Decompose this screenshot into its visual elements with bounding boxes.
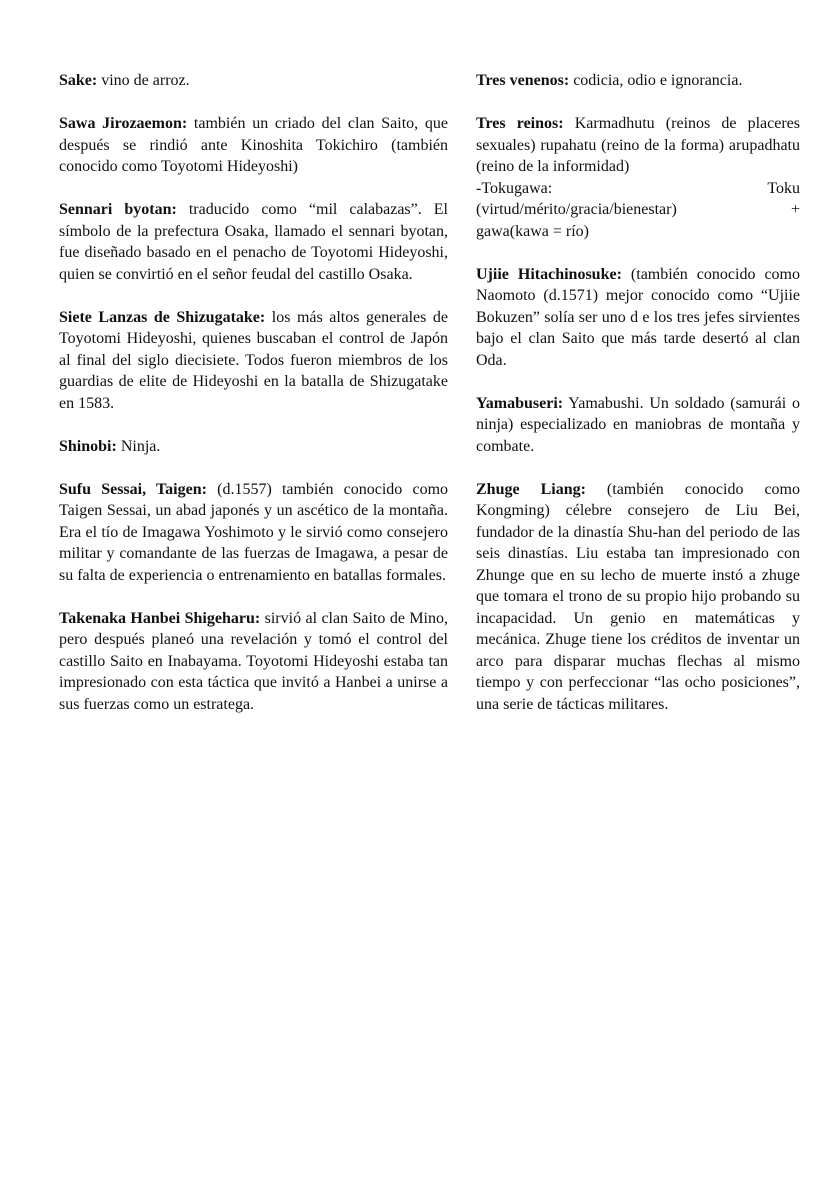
glossary-term: Tres venenos: [476, 72, 570, 89]
glossary-entry [476, 393, 800, 458]
glossary-term: Sufu Sessai, Taigen: [59, 480, 207, 498]
glossary-entry [59, 113, 448, 178]
glossary-definition: (también conocido como Kongming) célebre consejero de Liu Bei, fundador de la dinastía Shu-han del periodo de las seis dinastías. Liu estaba tan impresionado con Zhunge que en su lecho de muerte instó a zhuge que tomara el trono de su propio hijo probando su incapacidad. Un genio en matemáticas y mecánica. Zhuge tiene los créditos de inventar un arco para disparar muchas flechas al mismo tiempo y con perfeccionar “las ocho posiciones”, una serie de tácticas militares. [476, 480, 800, 713]
glossary-definition: (d.1557) también conocido como Taigen Sessai, un abad japonés y un ascético de la montaña. Era el tío de Imagawa Yoshimoto y le sirvió como consejero militar y comandante de las fuerzas de Imagawa, a pesar de su falta de experiencia o entrenamiento en batallas formales. [59, 480, 449, 584]
glossary-entry [476, 70, 800, 92]
glossary-term: Shinobi: [59, 437, 117, 455]
glossary-term: Yamabuseri: [476, 394, 564, 412]
toku-meaning: (virtud/mérito/gracia/bienestar) [476, 201, 677, 218]
glossary-definition: sirvió al clan Saito de Mino, pero después planeó una revelación y tomó el control del castillo Saito en Inabayama. Toyotomi Hideyoshi estaba tan impresionado con esta táctica que invitó a Hanbei a unirse a sus fuerzas como un estratega. [59, 609, 449, 713]
glossary-entry [59, 436, 448, 458]
toku-meaning-line [476, 199, 800, 221]
glossary-entry [59, 70, 448, 92]
glossary-entry [59, 479, 448, 587]
glossary-term: Ujiie Hitachinosuke: [476, 265, 622, 283]
glossary-definition: los más altos generales de Toyotomi Hideyoshi, quienes buscaban el control de Japón al final del siglo diecisiete. Todos fueron miembros de los guardias de elite de Hideyoshi en la batalla de Shizugatake en 1583. [59, 308, 449, 412]
glossary-definition: Karmadhutu (reinos de placeres sexuales) rupahatu (reino de la forma) arupadhatu (reino de la informidad) [476, 115, 801, 175]
glossary-entry [59, 199, 448, 285]
glossary-term: Sawa Jirozaemon: [59, 115, 188, 132]
glossary-entry [59, 608, 448, 716]
glossary-left-column [59, 70, 448, 737]
glossary-right-column [476, 70, 800, 737]
glossary-definition: codicia, odio e ignorancia. [569, 72, 743, 89]
glossary-definition: traducido como “mil calabazas”. El símbolo de la prefectura Osaka, llamado el sennari byotan, fue diseñado basado en el penacho de Toyotomi Hideyoshi, quien se convirtió en el señor feudal del castillo Osaka. [59, 201, 448, 283]
glossary-definition: Ninja. [116, 437, 161, 455]
glossary-term: Sake: [59, 72, 98, 89]
glossary-term: Zhuge Liang: [476, 480, 586, 498]
gawa-meaning: gawa(kawa = río) [476, 222, 589, 240]
tokugawa-line [476, 178, 800, 200]
glossary-definition: vino de arroz. [97, 72, 190, 89]
glossary-term: Takenaka Hanbei Shigeharu: [59, 609, 261, 627]
glossary-entry [59, 307, 448, 415]
glossary-term: Tres reinos: [476, 115, 564, 132]
plus-sign: + [790, 201, 800, 218]
glossary-definition: también un criado del clan Saito, que después se rindió ante Kinoshita Tokichiro (también conocido como Toyotomi Hideyoshi) [59, 115, 449, 175]
glossary-definition: Yamabushi. Un soldado (samurái o ninja) especializado en maniobras de montaña y combate. [476, 394, 800, 455]
glossary-term: Sennari byotan: [59, 201, 177, 218]
glossary-entry [476, 264, 800, 372]
glossary-entry [476, 479, 800, 716]
glossary-term: Siete Lanzas de Shizugatake: [59, 308, 266, 326]
toku-label: Toku [767, 179, 800, 197]
glossary-definition: (también conocido como Naomoto (d.1571) mejor conocido como “Ujiie Bokuzen” solía ser uno d e los tres jefes sirvientes bajo el clan Saito que más tarde desertó al clan Oda. [476, 265, 801, 369]
tokugawa-label: -Tokugawa: [476, 179, 553, 197]
glossary-entry [476, 113, 800, 242]
